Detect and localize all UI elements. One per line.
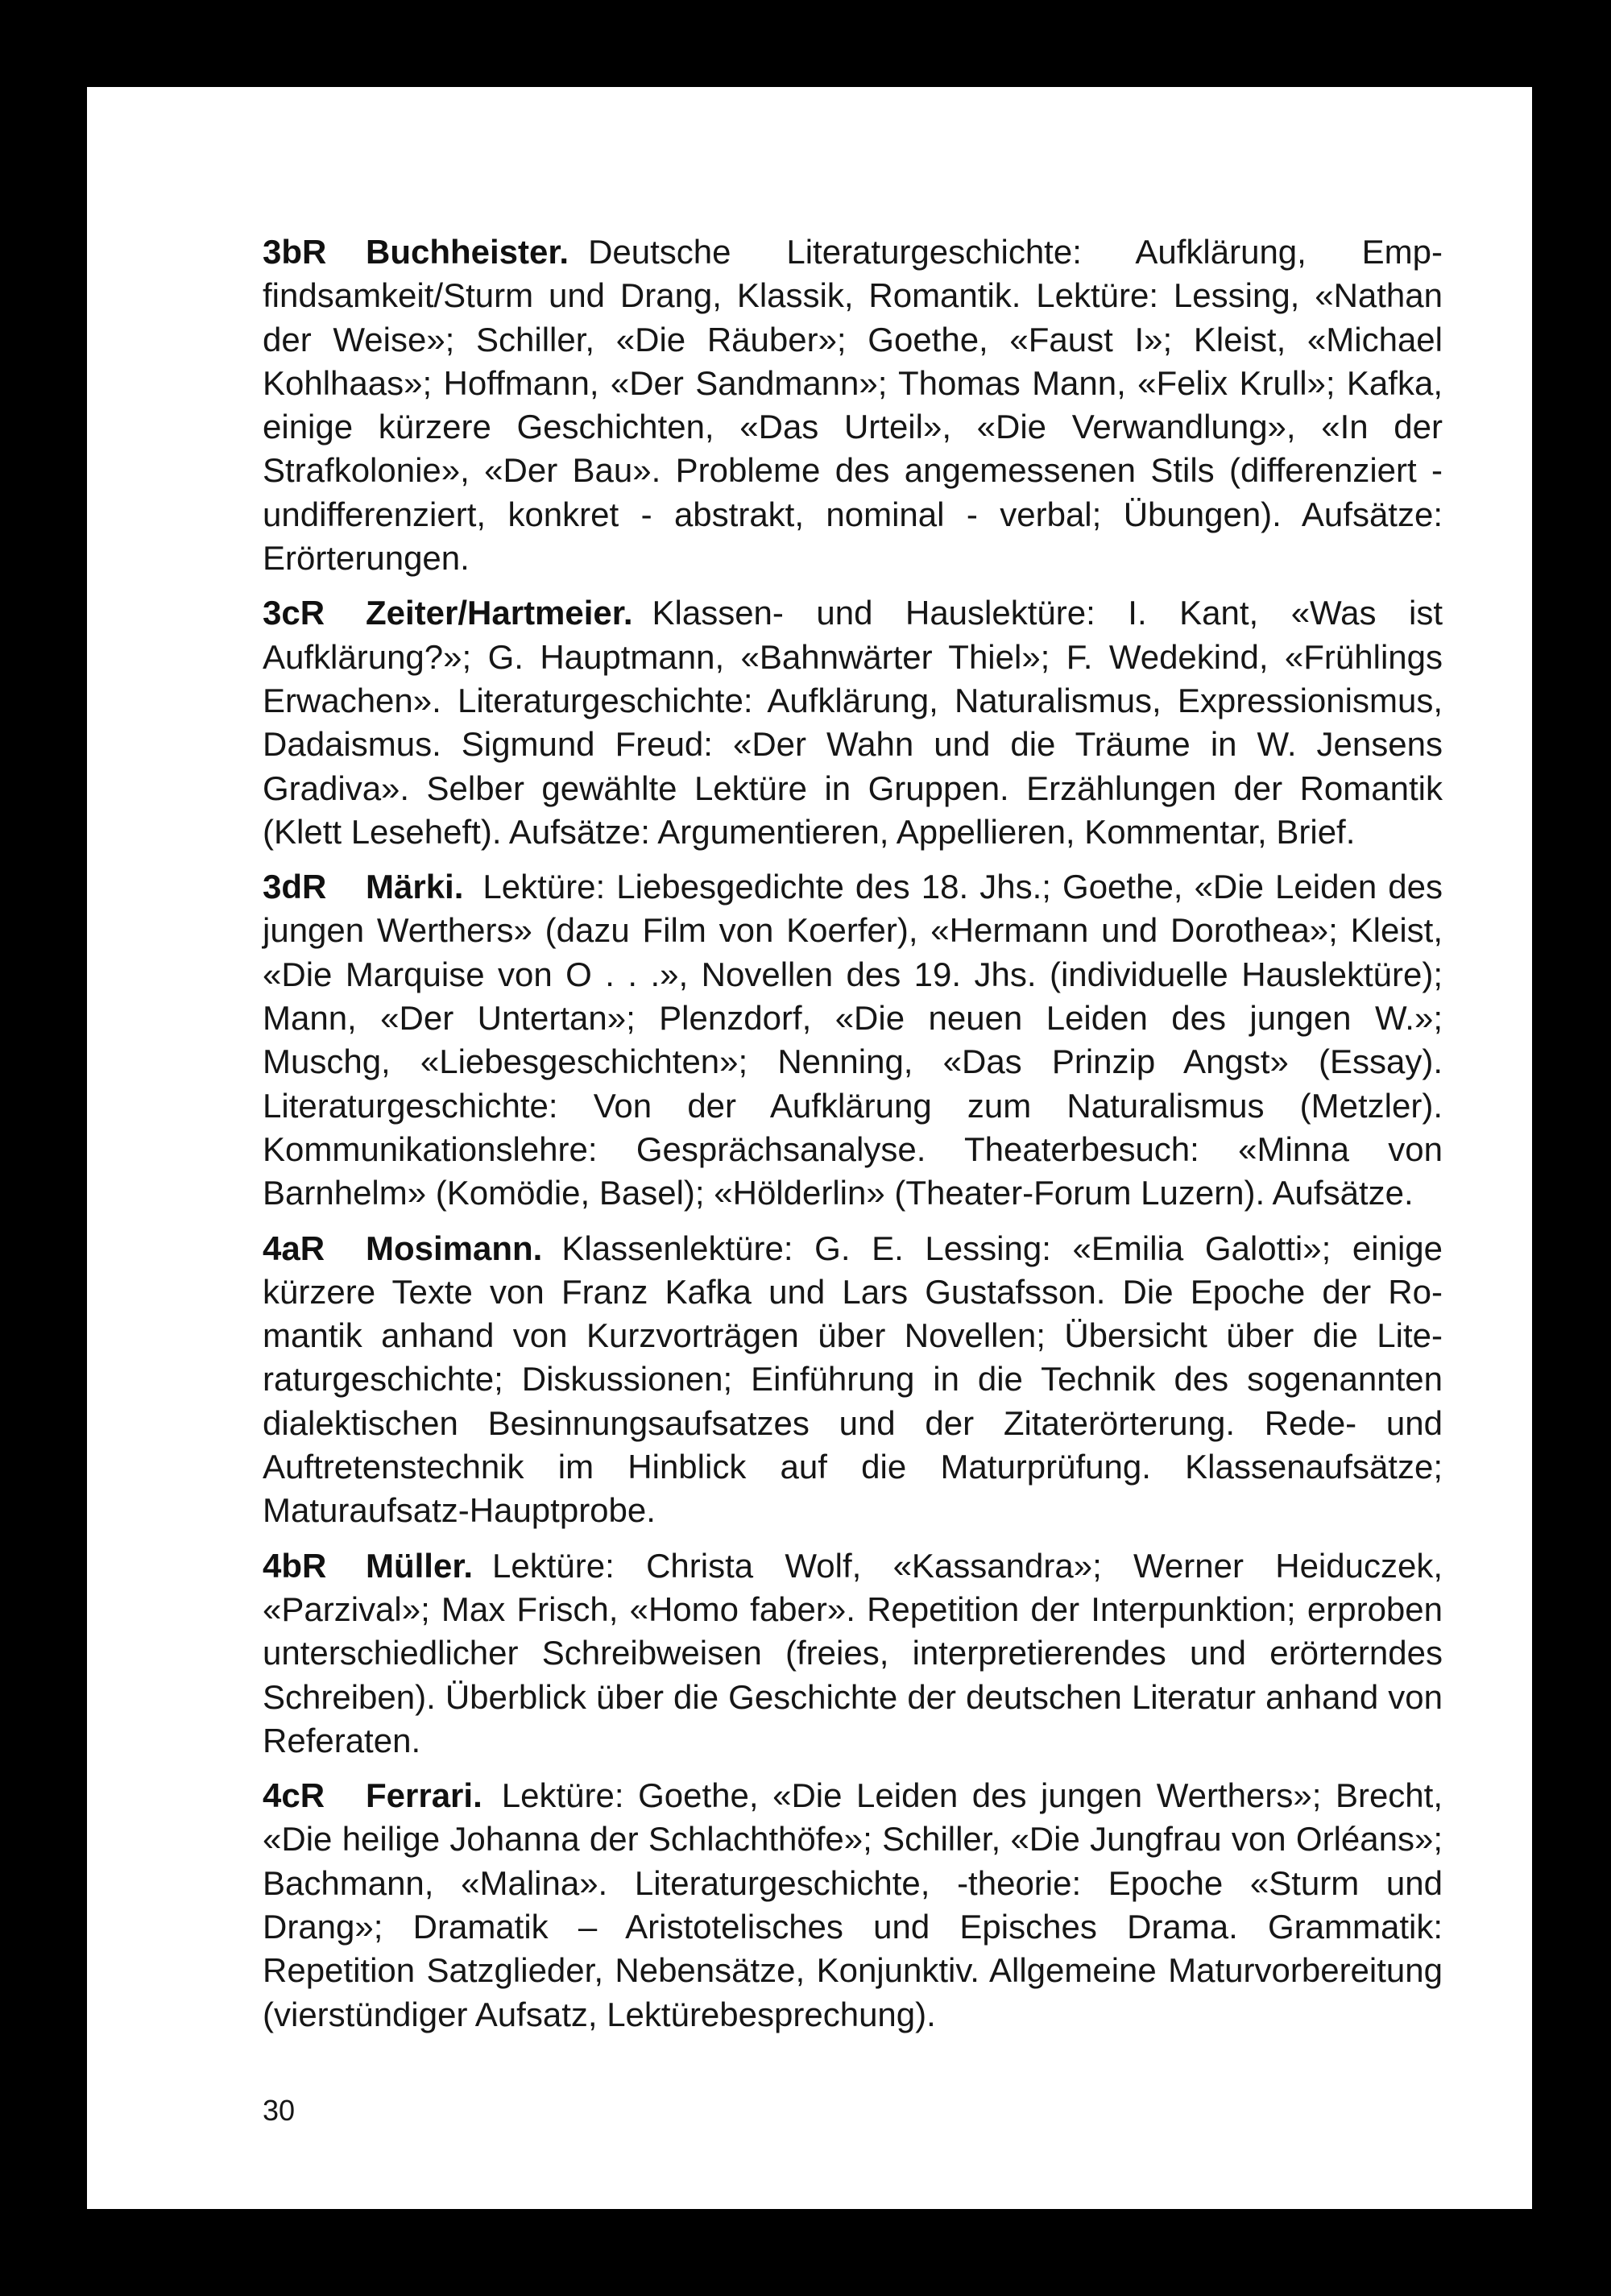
teacher-name: Zeiter/Hartmeier. [366, 594, 633, 632]
course-description: Lektüre: Christa Wolf, «Kassandra»; Werner Heiduczek, «Parzival»; Max Frisch, «Homo faber». Repetition der Interpunktion; erproben unterschiedlicher Schreibweisen (freies, interpretierendes und erörterndes Schreiben). Überblick über die Geschichte der deutschen Literatur anhand von Referaten. [263, 1546, 1443, 1759]
course-description: Deutsche Literaturgeschichte: Aufklärung, Empfindsamkeit/Sturm und Drang, Klassik, Romantik. Lektüre: Lessing, «Nathan der Weise»; Schiller, «Die Räuber»; Goethe, «Faust I»; Kleist, «Michael Kohlhaas»; Hoffmann, «Der Sandmann»; Thomas Mann, «Felix Krull»; Kafka, einige kürzere Geschichten, «Das Urteil», «Die Verwandlung», «In der Strafkolonie», «Der Bau». Probleme des angemessenen Stils (differenziert - undifferenziert, konkret - abstrakt, nominal - verbal; Übungen). Aufsätze: Erörterungen. [263, 233, 1443, 578]
class-code: 3cR [263, 594, 325, 632]
teacher-name: Märki. [366, 868, 464, 906]
course-entry-3dR [263, 865, 1443, 1215]
document-page [87, 87, 1532, 2209]
class-code: 4bR [263, 1546, 327, 1585]
course-description: Klassenlektüre: G. E. Lessing: «Emilia Galotti»; einige kürzere Texte von Franz Kafka und Lars Gustafsson. Die Epoche der Romantik anhand von Kurzvorträgen über Novellen; Übersicht über die Literaturgeschichte; Diskussionen; Einführung in die Technik des sogenannten dialektischen Besinnungsaufsatzes und der Zitaterörterung. Rede- und Auftretenstechnik im Hinblick auf die Maturprüfung. Klassenaufsätze; Maturaufsatz-Hauptprobe. [263, 1229, 1443, 1530]
course-description: Lektüre: Goethe, «Die Leiden des jungen Werthers»; Brecht, «Die heilige Johanna der Schlachthöfe»; Schiller, «Die Jungfrau von Orléans»; Bachmann, «Malina». Literaturgeschichte, -theorie: Epoche «Sturm und Drang»; Dramatik – Aristotelisches und Episches Drama. Grammatik: Repetition Satzglieder, Nebensätze, Konjunktiv. Allgemeine Maturvorbereitung (vierstündiger Aufsatz, Lektürebesprechung). [263, 1776, 1443, 2033]
teacher-name: Ferrari. [366, 1776, 482, 1815]
course-description: Lektüre: Liebesgedichte des 18. Jhs.; Goethe, «Die Leiden des jungen Werthers» (dazu Film von Koerfer), «Hermann und Dorothea»; Kleist, «Die Marquise von O . . .», Novellen des 19. Jhs. (individuelle Hauslektüre); Mann, «Der Untertan»; Plenzdorf, «Die neuen Leiden des jungen W.»; Muschg, «Liebesgeschichten»; Nenning, «Das Prinzip Angst» (Essay). Literaturgeschichte: Von der Aufklärung zum Naturalismus (Metzler). Kommunikationslehre: Gesprächsanalyse. Theaterbesuch: «Minna von Barnhelm» (Komödie, Basel); «Hölderlin» (Theater-Forum Luzern). Aufsätze. [263, 868, 1443, 1212]
course-entry-3cR [263, 591, 1443, 854]
course-list [263, 230, 1443, 2048]
class-code: 3dR [263, 868, 327, 906]
course-entry-3bR [263, 230, 1443, 580]
class-code: 3bR [263, 233, 327, 271]
course-description: Klassen- und Hauslektüre: I. Kant, «Was ist Aufklärung?»; G. Hauptmann, «Bahnwärter Thiel»; F. Wedekind, «Frühlings Erwachen». Literaturgeschichte: Aufklärung, Naturalismus, Expressionismus, Dadaismus. Sigmund Freud: «Der Wahn und die Träume in W. Jensens Gradiva». Selber gewählte Lektüre in Gruppen. Erzählungen der Romantik (Klett Leseheft). Aufsätze: Argumentieren, Appellieren, Kommentar, Brief. [263, 594, 1443, 851]
course-entry-4bR [263, 1544, 1443, 1763]
teacher-name: Mosimann. [366, 1229, 543, 1267]
class-code: 4cR [263, 1776, 325, 1815]
page-number: 30 [263, 2094, 296, 2127]
course-entry-4aR [263, 1227, 1443, 1533]
class-code: 4aR [263, 1229, 325, 1267]
course-entry-4cR [263, 1774, 1443, 2037]
teacher-name: Buchheister. [366, 233, 569, 271]
teacher-name: Müller. [366, 1546, 474, 1585]
